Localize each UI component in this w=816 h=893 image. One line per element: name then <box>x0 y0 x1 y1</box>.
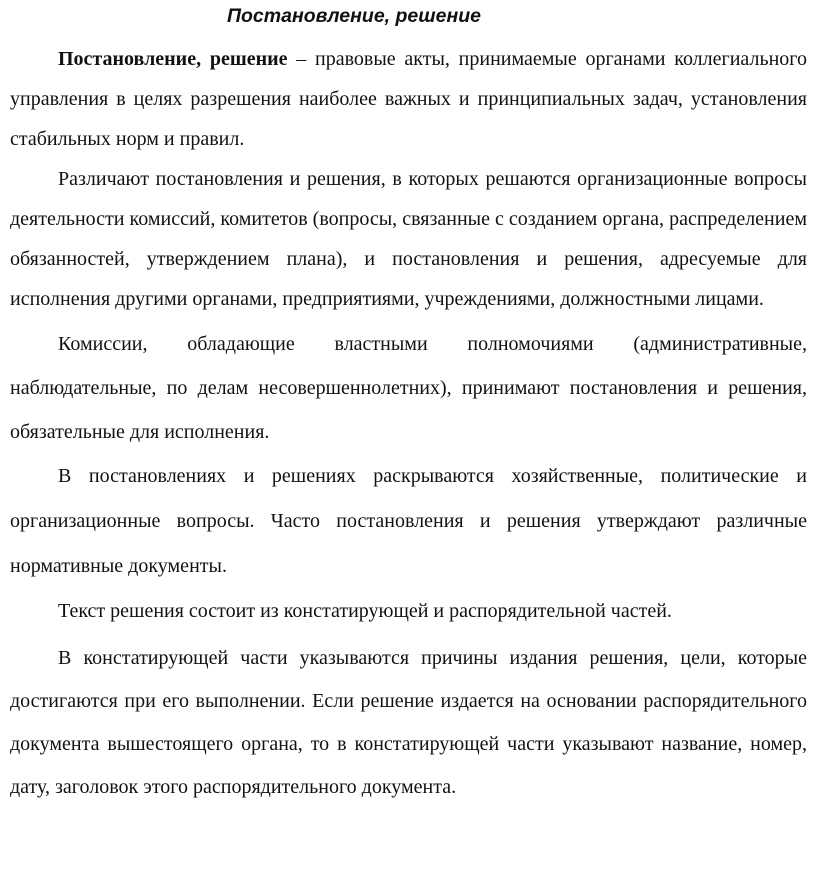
paragraph-text: – правовые акты, принимаемые органами коллегиального управления в целях разрешения наиболее важных и принципиальных задач, установления стабильных норм и правил. <box>10 48 807 150</box>
paragraph-commissions <box>10 322 807 454</box>
paragraph-text: Различают постановления и решения, в которых решаются организационные вопросы деятельности комиссий, комитетов (вопросы, связанные с созданием органа, распределением обязанностей, утверждением плана), и постановления и решения, адресуемые для исполнения другими органами, предприятиями, учреждениями, должностными лицами. <box>10 168 807 310</box>
paragraph-text: Текст решения состоит из констатирующей и распорядительной частей. <box>58 600 672 622</box>
document-title: Постановление, решение <box>227 5 481 27</box>
defined-term: Постановление, решение <box>58 48 288 70</box>
document-page <box>10 0 807 809</box>
paragraph-text: В постановлениях и решениях раскрываются хозяйственные, политические и организационные вопросы. Часто постановления и решения утверждают различные нормативные документы. <box>10 465 807 577</box>
paragraph-definition <box>10 39 807 159</box>
paragraph-text: Комиссии, обладающие властными полномочиями (административные, наблюдательные, по делам несовершеннолетних), принимают постановления и решения, обязательные для исполнения. <box>10 333 807 443</box>
paragraph-stating-part <box>10 637 807 809</box>
paragraph-structure <box>10 589 807 634</box>
paragraph-types <box>10 159 807 319</box>
paragraph-content <box>10 454 807 589</box>
paragraph-text: В констатирующей части указываются причины издания решения, цели, которые достигаются при его выполнении. Если решение издается на основании распорядительного документа вышестоящего органа, то в констатирующей части указывают название, номер, дату, заголовок этого распорядительного документа. <box>10 647 807 798</box>
